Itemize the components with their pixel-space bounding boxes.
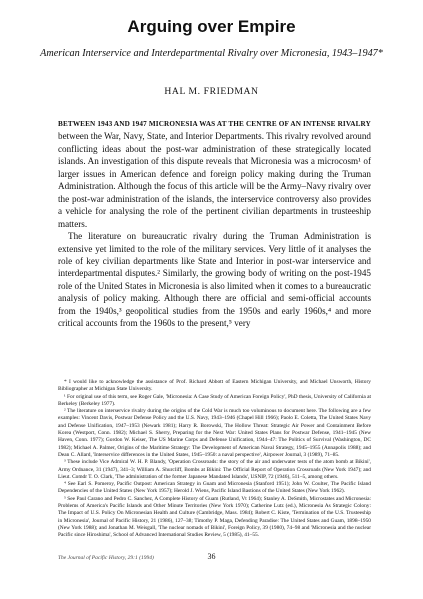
footnote: ⁵ See Paul Carano and Pedro C. Sanchez, A Complete History of Guam (Rutland, Vt 1964); Stanley A. DeSmith, Microstates and Micronesia: Problems of America's Pacific Islands and Other Minute Territories (New York 1970); Catherine Lutz (ed.), Micronesia As Strategic Colony: The Impact of U.S. Policy On Micronesian Health and Culture (Cambridge, Mass. 1984); Robert C. Kiste, 'Termination of the U.S. Trusteeship in Micronesia', Journal of Pacific History, 21 (1986), 127–38; Timothy P. Maga, Defending Paradise: The United States and Guam, 1898–1950 (New York 1988); and Jonathan M. Weisgall, 'The nuclear nomads of Bikini', Foreign Policy, 39 (1980), 74–98 and 'Micronesia and the nuclear Pacific since Hiroshima', School of Advanced International Studies Review, 5 (1985), 41–55. <box>58 495 371 539</box>
body-paragraph-2: The literature on bureaucratic rivalry during the Truman Administration is extensive yet limited to the role of the military services. Very little of it analyses the role of key civilian departments like State and Interior in post-war interservice and interdepartmental disputes.² Similarly, the growing body of writing on the post-1945 role of the United States in Micronesia is also limited when it comes to a bureaucratic analysis of policy making. Although there are official and semi-official accounts from the 1940s,³ geopolitical studies from the 1950s and early 1960s,⁴ and more critical accounts from the 1960s to the present,⁵ very <box>58 231 371 329</box>
journal-citation: The Journal of Pacific History, 29:1 (1994) <box>58 555 154 561</box>
footnote: ³ These include Vice Admiral W. H. P. Blandy, 'Operation Crossroads: the story of the air and underwater tests of the atom bomb at Bikini', Army Ordnance, 31 (1947), 341–3; William A. Shurcliff, Bombs at Bikini: The Official Report of Operation Crossroads (New York 1947); and Lieut. Comdr T. O. Clark, 'The administration of the former Japanese Mandated Islands', USNIP, 72 (1946), 511–5, among others. <box>58 459 371 480</box>
footnote: ⁴ See Earl S. Pomeroy, Pacific Outpost: American Strategy in Guam and Micronesia (Stanford 1951); John W. Coulter, The Pacific Island Dependencies of the United States (New York 1957); Herold J. Wiens, Pacific Island Bastions of the United States (New York 1962). <box>58 481 371 495</box>
article-author: HAL M. FRIEDMAN <box>164 86 259 97</box>
footnotes <box>58 379 371 540</box>
article-subtitle: American Interservice and Interdepartmental Rivalry over Micronesia, 1943–1947* <box>40 48 383 59</box>
footnote: ² The literature on interservice rivalry during the origins of the Cold War is much too voluminous to document here. The following are a few examples: Vincent Davis, Postwar Defense Policy and the U.S. Navy, 1943–1946 (Chapel Hill 1966); Paolo E. Coletta, The United States Navy and Defense Unification, 1947–1953 (Newark 1981); Harry R. Borowski, The Hollow Threat: Strategic Air Power and Containment Before Korea (Westport, Conn. 1982); Michael S. Sherry, Preparing for the Next War: United States Plans for Postwar Defense, 1941–1945 (New Haven, Conn. 1977); Gordon W. Keiser, The US Marine Corps and Defense Unification, 1944–47: The Politics of Survival (Washington, DC 1982); Michael A. Palmer, Origins of the Maritime Strategy: The Development of American Naval Strategy, 1945–1955 (Annapolis 1988); and Dean C. Allard, 'Interservice differences in the United States, 1945–1950: a naval perspective', Airpower Journal, 3 (1989), 71–85. <box>58 408 371 458</box>
footnote: ¹ For original use of this term, see Roger Gale, 'Micronesia: A Case Study of American Foreign Policy', PhD thesis, University of California at Berkeley (Berkeley 1977). <box>58 393 371 407</box>
paragraph-1-text: between the War, Navy, State, and Interior Departments. This rivalry revolved around conflicting ideas about the post-war administration of these strategically located islands. An investigation of this dispute reveals that Micronesia was a microcosm¹ of larger issues in American defence and foreign policy making during the Truman Administration. Although the focus of this article will be the Army–Navy rivalry over the post-war administration of the islands, the interservice controversy also provides a vehicle for analysing the role of the pertinent civilian departments in trusteeship matters. <box>58 131 371 229</box>
lead-in-caps: BETWEEN 1943 AND 1947 MICRONESIA WAS AT THE CENTRE OF AN INTENSE RIVALRY <box>58 120 371 128</box>
page-number: 36 <box>207 552 216 561</box>
article-body <box>58 117 371 330</box>
article-title: Arguing over Empire <box>127 17 296 36</box>
footnote: * I would like to acknowledge the assistance of Prof. Richard Abbott of Eastern Michigan University, and Michael Unsworth, History Bibliographer at Michigan State University. <box>58 379 371 393</box>
body-paragraph-1 <box>58 117 371 230</box>
